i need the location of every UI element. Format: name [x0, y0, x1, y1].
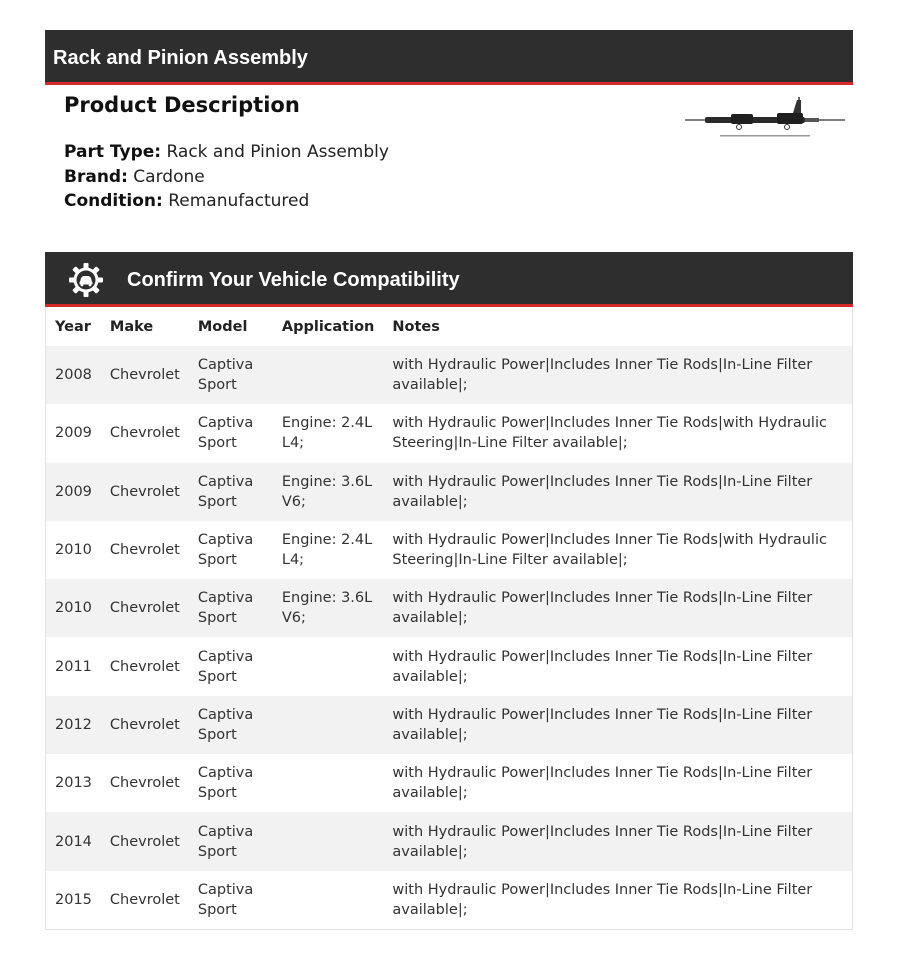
cell-model: Captiva Sport	[197, 415, 254, 452]
cell-make: Chevrolet	[109, 483, 180, 500]
table-row	[46, 696, 852, 754]
spec-condition-label: Condition:	[64, 191, 163, 211]
column-header-model: Model	[197, 318, 248, 335]
page-header-banner	[45, 30, 853, 85]
cell-make: Chevrolet	[109, 775, 180, 792]
spec-part-type-label: Part Type:	[64, 142, 162, 162]
spec-brand-label: Brand:	[64, 166, 128, 187]
cell-model: Captiva Sport	[197, 881, 254, 918]
cell-application: Engine: 3.6L V6;	[281, 590, 373, 627]
table-row	[46, 579, 852, 637]
gear-car-icon	[66, 262, 106, 298]
cell-notes: with Hydraulic Power|Includes Inner Tie Rods|In-Line Filter available|;	[392, 706, 813, 743]
cell-notes: with Hydraulic Power|Includes Inner Tie Rods|with Hydraulic Steering|In-Line Filter available|;	[392, 415, 827, 452]
cell-year: 2010	[55, 542, 92, 559]
cell-notes: with Hydraulic Power|Includes Inner Tie Rods|In-Line Filter available|;	[392, 765, 813, 802]
column-header-notes: Notes	[392, 318, 440, 335]
spec-brand	[64, 165, 664, 190]
cell-model: Captiva Sport	[197, 357, 254, 394]
cell-application	[273, 754, 384, 812]
cell-make: Chevrolet	[109, 600, 180, 617]
cell-make: Chevrolet	[109, 542, 180, 559]
cell-application	[273, 637, 384, 695]
compatibility-banner	[45, 252, 853, 307]
spec-condition	[64, 189, 664, 214]
product-description-heading: Product Description	[64, 93, 300, 117]
cell-application	[273, 346, 384, 404]
spec-brand-value: Cardone	[133, 166, 205, 187]
cell-make: Chevrolet	[109, 425, 180, 442]
cell-model: Captiva Sport	[197, 590, 254, 627]
column-header-make: Make	[109, 318, 154, 335]
cell-application	[273, 812, 384, 870]
table-row	[46, 346, 852, 404]
cell-make: Chevrolet	[109, 833, 180, 850]
cell-year: 2009	[55, 483, 92, 500]
table-row	[46, 404, 852, 462]
table-row	[46, 871, 852, 929]
page-title: Rack and Pinion Assembly	[53, 47, 308, 69]
cell-application: Engine: 3.6L V6;	[281, 473, 373, 510]
cell-year: 2015	[55, 891, 92, 908]
cell-make: Chevrolet	[109, 716, 180, 733]
spec-part-type	[64, 140, 664, 165]
compatibility-table-wrapper	[45, 307, 853, 930]
cell-year: 2013	[55, 775, 92, 792]
rack-and-pinion-image	[683, 96, 847, 142]
cell-model: Captiva Sport	[197, 648, 254, 685]
column-header-year: Year	[55, 318, 91, 335]
column-header-application: Application	[281, 318, 375, 335]
cell-application: Engine: 2.4L L4;	[281, 532, 373, 569]
cell-make: Chevrolet	[109, 367, 180, 384]
table-row	[46, 463, 852, 521]
table-row	[46, 521, 852, 579]
cell-make: Chevrolet	[109, 658, 180, 675]
cell-notes: with Hydraulic Power|Includes Inner Tie Rods|In-Line Filter available|;	[392, 590, 813, 627]
cell-year: 2010	[55, 600, 92, 617]
cell-year: 2014	[55, 833, 92, 850]
table-header-row	[46, 307, 852, 346]
cell-notes: with Hydraulic Power|Includes Inner Tie Rods|with Hydraulic Steering|In-Line Filter available|;	[392, 532, 827, 569]
cell-model: Captiva Sport	[197, 765, 254, 802]
cell-notes: with Hydraulic Power|Includes Inner Tie Rods|In-Line Filter available|;	[392, 881, 813, 918]
product-specs	[64, 140, 664, 214]
cell-notes: with Hydraulic Power|Includes Inner Tie Rods|In-Line Filter available|;	[392, 648, 813, 685]
spec-condition-value: Remanufactured	[168, 191, 310, 211]
cell-model: Captiva Sport	[197, 473, 254, 510]
table-row	[46, 754, 852, 812]
table-row	[46, 637, 852, 695]
cell-application	[273, 871, 384, 929]
cell-notes: with Hydraulic Power|Includes Inner Tie Rods|In-Line Filter available|;	[392, 473, 813, 510]
product-description	[64, 90, 664, 214]
spec-part-type-value: Rack and Pinion Assembly	[166, 142, 389, 162]
cell-year: 2008	[55, 367, 92, 384]
compatibility-table	[46, 307, 852, 929]
cell-notes: with Hydraulic Power|Includes Inner Tie Rods|In-Line Filter available|;	[392, 357, 813, 394]
cell-application: Engine: 2.4L L4;	[281, 415, 373, 452]
cell-year: 2009	[55, 425, 92, 442]
cell-year: 2011	[55, 658, 92, 675]
table-row	[46, 812, 852, 870]
cell-year: 2012	[55, 716, 92, 733]
cell-model: Captiva Sport	[197, 532, 254, 569]
cell-model: Captiva Sport	[197, 823, 254, 860]
cell-model: Captiva Sport	[197, 706, 254, 743]
cell-make: Chevrolet	[109, 891, 180, 908]
cell-application	[273, 696, 384, 754]
cell-notes: with Hydraulic Power|Includes Inner Tie Rods|In-Line Filter available|;	[392, 823, 813, 860]
compatibility-title: Confirm Your Vehicle Compatibility	[127, 269, 460, 291]
